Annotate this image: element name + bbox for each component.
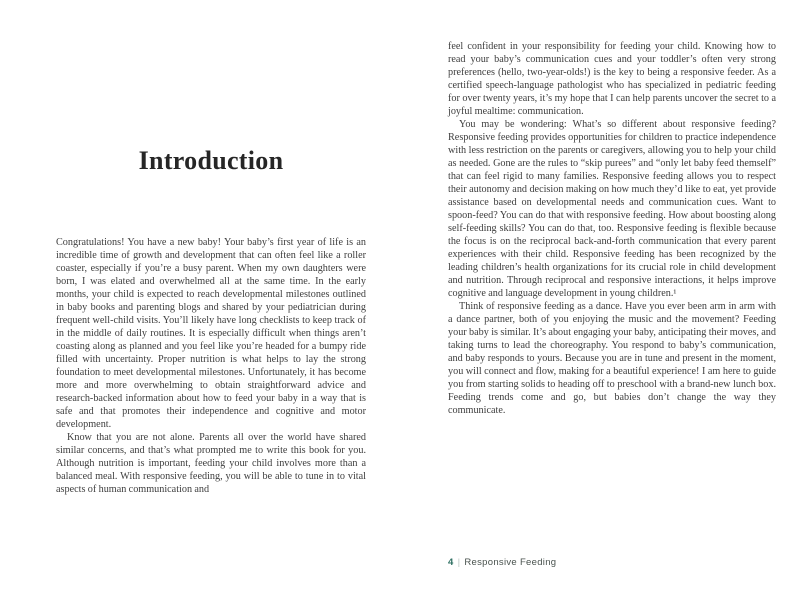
footer-separator: |	[457, 557, 461, 568]
paragraph: You may be wondering: What’s so different about responsive feeding? Responsive feeding provides opportunities for children to practice independence with less restriction on the parents or caregivers, allowing you to help your child as needed. Gone are the rules to “skip purees” and “only let baby feed themself” that can feel rigid to many families. Responsive feeding allows you to respect their autonomy and decision making on how much they’d like to eat, yet provide assistance based on developmental needs and communication cues. Want to spoon-feed? You can do that with responsive feeding. How about boosting along self-feeding skills? You can do that, too. Responsive feeding is flexible because the focus is on the reciprocal back-and-forth communication that every parent experiences with their child. Responsive feeding has been recognized by the leading children’s health organizations for its crucial role in child development and nutrition. Through reciprocal and responsive interactions, it helps improve cognitive and language development in young children.¹	[448, 119, 776, 299]
left-page-text	[56, 236, 366, 496]
paragraph: feel confident in your responsibility for feeding your child. Knowing how to read your baby’s communication cues and your toddler’s often very strong preferences (hello, two-year-olds!) is the key to being a responsive feeder. As a certified speech-language pathologist who has specialized in pediatric feeding for over twenty years, it’s my hope that I can help parents uncover the secret to a joyful mealtime: communication.	[448, 41, 776, 117]
page-right	[448, 0, 776, 600]
page-left	[56, 0, 366, 600]
right-page-text	[448, 40, 776, 417]
paragraph: Know that you are not alone. Parents all over the world have shared similar concerns, and that’s what prompted me to write this book for you. Although nutrition is important, feeding your child involves more than a balanced meal. With responsive feeding, you will be able to tune in to vital aspects of human communication and	[56, 432, 366, 495]
page-number: 4	[448, 557, 454, 568]
page-footer	[448, 557, 556, 568]
paragraph: Congratulations! You have a new baby! Your baby’s first year of life is an incredible time of growth and development that can often feel like a roller coaster, especially if you’re a busy parent. When my own daughters were born, I was elated and overwhelmed all at the same time. In the early months, your child is expected to reach developmental milestones outlined in baby books and parenting blogs and shared by your pediatrician during frequent well-child visits. You’ll likely have long checklists to keep track of in the middle of daily routines. It is especially difficult when things aren’t coasting along as planned and you feel like you’re headed for a bumpy ride filled with uncertainty. Proper nutrition is what helps to lay the strong foundation to meet developmental milestones. Unfortunately, it has become more and more overwhelming to obtain straightforward advice and research-backed information about how to feed your baby in a way that is safe and that promotes their independence and cognitive and motor development.	[56, 237, 366, 430]
paragraph: Think of responsive feeding as a dance. Have you ever been arm in arm with a dance partner, both of you enjoying the music and the movement? Feeding your baby is similar. It’s about engaging your baby, anticipating their moves, and taking turns to lead the choreography. You respond to baby’s communication, and baby responds to yours. Because you are in tune and present in the moment, you will connect and flow, making for a beautiful experience! I am here to guide you from starting solids to heading off to preschool with a brand-new lunch box. Feeding trends come and go, but babies don’t change the way they communicate.	[448, 301, 776, 416]
running-title: Responsive Feeding	[464, 557, 557, 568]
chapter-title: Introduction	[138, 146, 284, 175]
